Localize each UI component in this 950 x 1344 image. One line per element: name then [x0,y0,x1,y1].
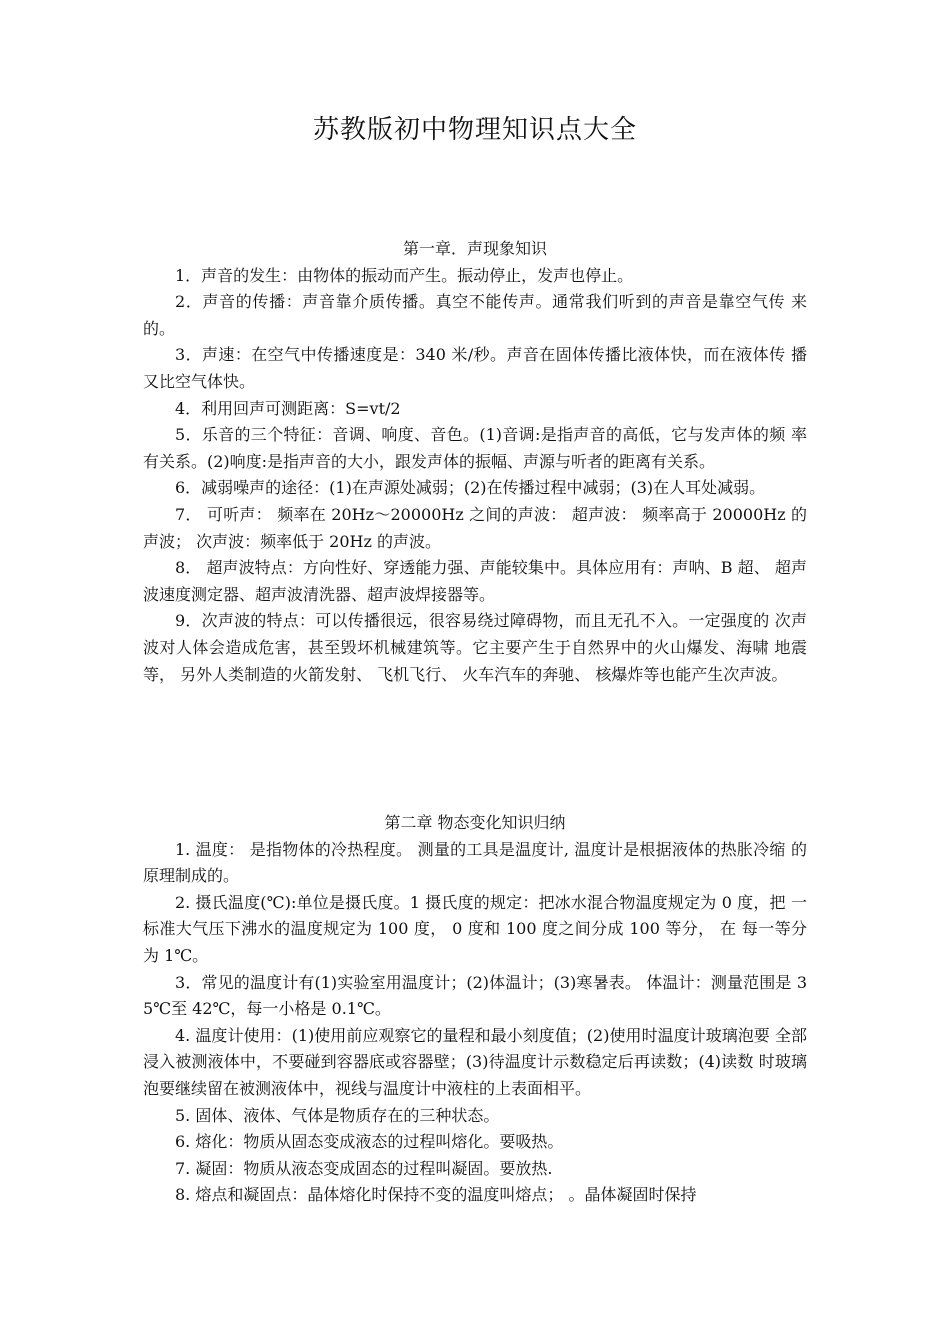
chapter-1-section [143,236,807,688]
paragraph: 1．声音的发生：由物体的振动而产生。振动停止，发声也停止。 [175,265,634,285]
chapter-heading: 第一章．声现象知识 [402,239,547,258]
paragraph: 9．次声波的特点：可以传播很远，很容易绕过障碍物，而且无孔不入。一定强度的 次声波对人体会造成危害，甚至毁坏机械建筑等。它主要产生于自然界中的火山爆发、海啸 地震等， 另外人类制造的火箭发射、 飞机飞行、 火车汽车的奔驰、 核爆炸等也能产生次声波。 [143,611,807,684]
paragraph: 2．声音的传播：声音靠介质传播。真空不能传声。通常我们听到的声音是靠空气传 来的。 [143,292,807,338]
paragraph: 6．减弱噪声的途径：(1)在声源处减弱；(2)在传播过程中减弱；(3)在人耳处减弱。 [175,478,766,498]
paragraph: 5. 固体、液体、气体是物质存在的三种状态。 [175,1105,500,1125]
paragraph: 7. 凝固：物质从液态变成固态的过程叫凝固。要放热. [175,1158,553,1178]
paragraph: 7． 可听声： 频率在 20Hz～20000Hz 之间的声波： 超声波： 频率高于 20000Hz 的声波； 次声波：频率低于 20Hz 的声波。 [143,504,807,551]
paragraph: 3．声速：在空气中传播速度是：340 米/秒。声音在固体传播比液体快，而在液体传 播又比空气体快。 [143,345,807,391]
paragraph: 3．常见的温度计有(1)实验室用温度计；(2)体温计；(3)寒暑表。 体温计：测量范围是 35℃至 42℃，每一小格是 0.1℃。 [143,972,807,1019]
paragraph: 8． 超声波特点：方向性好、穿透能力强、声能较集中。具体应用有：声呐、B 超、 超声波速度测定器、超声波清洗器、超声波焊接器等。 [143,558,807,604]
paragraph: 2. 摄氏温度(℃):单位是摄氏度。1 摄氏度的规定：把冰水混合物温度规定为 0 度，把 一标准大气压下沸水的温度规定为 100 度， 0 度和 100 度之间分成 100 等分， 在 每一等分为 1℃。 [143,892,807,965]
page-title: 苏教版初中物理知识点大全 [312,115,637,145]
paragraph: 6. 熔化：物质从固态变成液态的过程叫熔化。要吸热。 [175,1132,564,1152]
chapter-heading: 第二章 物态变化知识归纳 [384,813,566,832]
paragraph: 4．利用回声可测距离：S=vt/2 [175,398,401,418]
chapter-2-section [143,810,807,1209]
paragraph: 5．乐音的三个特征：音调、响度、音色。(1)音调:是指声音的高低，它与发声体的频 率有关系。(2)响度:是指声音的大小，跟发声体的振幅、声源与听者的距离有关系。 [143,425,807,471]
paragraph: 1. 温度： 是指物体的冷热程度。 测量的工具是温度计, 温度计是根据液体的热胀冷缩 的原理制成的。 [143,839,807,886]
paragraph: 4. 温度计使用：(1)使用前应观察它的量程和最小刻度值；(2)使用时温度计玻璃泡要 全部浸入被测液体中，不要碰到容器底或容器壁；(3)待温度计示数稳定后再读数；(4)读数 时玻璃泡要继续留在被测液体中，视线与温度计中液柱的上表面相平。 [143,1025,807,1098]
paragraph: 8. 熔点和凝固点：晶体熔化时保持不变的温度叫熔点； 。晶体凝固时保持 [175,1185,697,1205]
